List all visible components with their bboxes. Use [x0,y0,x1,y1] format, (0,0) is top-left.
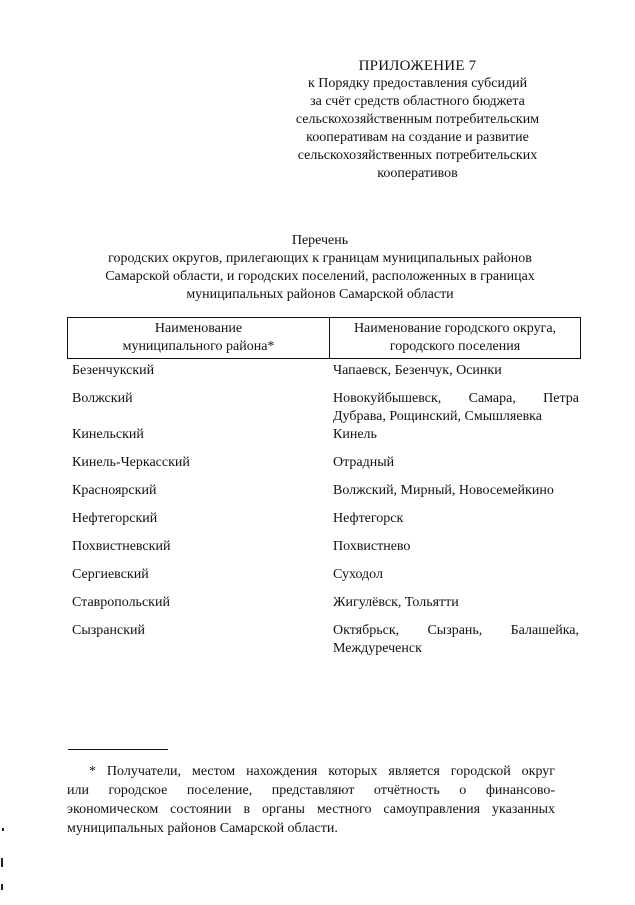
settlement-names: Жигулёвск, Тольятти [333,595,459,610]
settlement-names: Новокуйбышевск, Самара, Петра Дубрава, Рощинский, Смышляевка [333,391,579,424]
appendix-header [270,57,565,183]
appendix-line: кооперативов [377,166,458,181]
table-header [67,317,581,359]
header-settlement [330,318,580,358]
heading-line: городских округов, прилегающих к границам муниципальных районов [108,251,532,266]
header-settlement-line: Наименование городского округа, [353,321,557,336]
appendix-line: сельскохозяйственных потребительских [297,148,538,163]
settlement-names: Суходол [333,567,383,582]
district-name: Ставропольский [72,595,170,610]
footnote-line: или городское поселение, представляют отчётность о финансово- [67,783,555,798]
scan-artifact [1,858,3,867]
heading-line: Самарской области, и городских поселений, расположенных в границах [105,269,535,284]
district-name: Кинель-Черкасский [72,455,190,470]
footnote-divider [68,749,168,750]
district-name: Похвистневский [72,539,171,554]
appendix-line: сельскохозяйственным потребительским [295,112,540,127]
footnote-line: экономическом состоянии в органы местного самоуправления указанных [67,802,555,817]
document-heading [60,232,580,304]
header-district-line: муниципального района* [122,339,275,354]
settlement-names: Чапаевск, Безенчук, Осинки [333,363,502,378]
footnote-line: муниципальных районов Самарской области. [67,821,338,836]
settlement-names: Отрадный [333,455,395,470]
appendix-line: к Порядку предоставления субсидий [307,76,528,91]
district-name: Сергиевский [72,567,149,582]
district-name: Безенчукский [72,363,155,378]
district-name: Кинельский [72,427,144,442]
settlement-names: Октябрьск, Сызрань, Балашейка, Междуреченск [333,623,579,656]
appendix-line: кооперативам на создание и развитие [306,130,529,145]
scan-artifact [1,884,3,890]
heading-line: муниципальных районов Самарской области [186,287,454,302]
district-name: Волжский [72,391,133,406]
header-district-line: Наименование [154,321,243,336]
settlement-names: Кинель [333,427,377,442]
district-name: Сызранский [72,623,145,638]
heading-title: Перечень [291,233,349,248]
footnote [67,762,555,838]
settlement-names: Волжский, Мирный, Новосемейкино [333,483,554,498]
header-settlement-line: городского поселения [389,339,521,354]
header-district [68,318,330,358]
appendix-title: ПРИЛОЖЕНИЕ 7 [358,58,477,74]
appendix-line: за счёт средств областного бюджета [310,94,525,109]
district-name: Красноярский [72,483,157,498]
footnote-line: * Получатели, местом нахождения которых является городской округ [89,764,555,779]
district-name: Нефтегорский [72,511,158,526]
scan-artifact [2,828,4,831]
settlement-names: Нефтегорск [333,511,404,526]
settlement-names: Похвистнево [333,539,411,554]
